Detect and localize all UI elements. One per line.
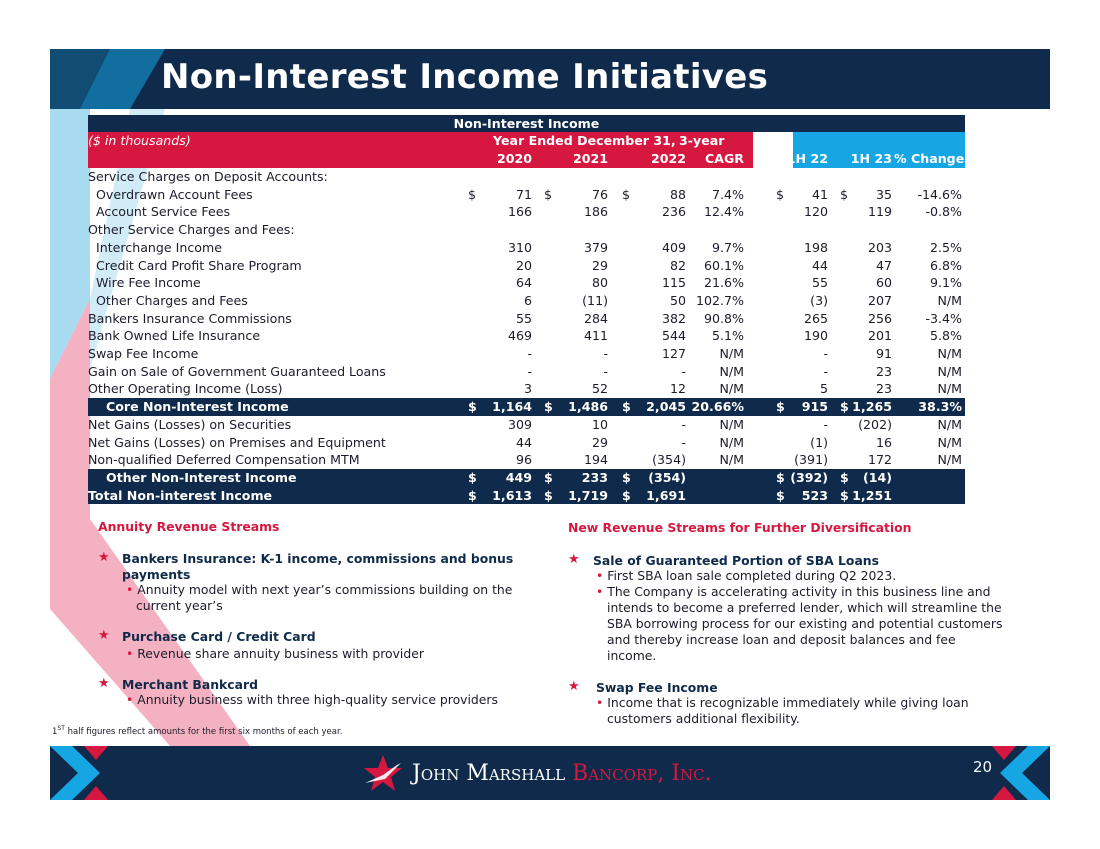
dollar-sign: $ [544,487,553,503]
row-cell: 16 [875,434,892,450]
right-item-sub-cont: income. [607,648,657,663]
table-row [88,380,965,398]
col-header-2020: 2020 [496,151,532,166]
row-cell: 20.66% [691,399,744,415]
row-cell: 127 [661,346,686,361]
row-label: Net Gains (Losses) on Premises and Equipment [88,434,386,450]
dollar-sign: $ [840,399,849,415]
row-label: Bankers Insurance Commissions [88,310,292,326]
row-cell: 23 [875,381,892,397]
table-row [88,168,965,186]
dollar-sign: $ [544,186,553,202]
row-cell: (1) [810,434,828,450]
row-cell: N/M [719,381,744,397]
dollar-sign: $ [468,399,477,415]
right-item-sub: • First SBA loan sale completed during Q2 2023. [596,568,897,583]
footnote: 1ST half figures reflect amounts for the first six months of each year. [52,725,343,737]
row-cell: 71 [515,186,532,202]
row-cell: -14.6% [917,186,962,202]
table-row [88,186,965,204]
row-cell: - [823,416,828,432]
row-cell: 1,719 [568,487,608,503]
row-cell: N/M [719,346,744,361]
left-item-title-cont: payments [122,567,191,582]
row-cell: 2,045 [646,399,686,415]
row-cell: - [823,363,828,379]
row-cell: 119 [867,204,892,220]
row-cell: 96 [515,452,532,468]
row-cell: 5 [819,381,828,397]
right-item-title: Swap Fee Income [596,680,718,695]
cagr-header-1: 3-year [679,133,725,148]
page-number: 20 [973,758,993,776]
row-cell: 102.7% [695,292,744,308]
row-cell: 190 [803,328,828,344]
row-cell: 50 [669,292,686,308]
dollar-sign: $ [840,469,849,485]
star-icon: ★ [568,552,580,567]
row-cell: (391) [794,452,828,468]
col-header-1h23: 1H 23 [850,151,892,166]
dollar-sign: $ [776,487,785,503]
row-cell: 1,486 [568,399,608,415]
row-cell: 449 [505,469,532,485]
row-label: Wire Fee Income [96,275,201,291]
dollar-sign: $ [622,399,631,415]
row-cell: 284 [583,310,608,326]
row-cell: 1,613 [492,487,532,503]
page-title: Non-Interest Income Initiatives [161,57,769,97]
right-item-title: Sale of Guaranteed Portion of SBA Loans [593,553,880,568]
table-row [88,292,965,310]
row-cell: 91 [875,346,892,361]
row-cell: 55 [515,310,532,326]
dollar-sign: $ [840,487,849,503]
row-label: Service Charges on Deposit Accounts: [88,169,328,184]
company-logo-text: John Marshall Bancorp, Inc. [412,761,712,786]
left-item-sub: • Annuity model with next year’s commissions building on the [126,582,513,597]
table-caption: Non-Interest Income [88,115,965,132]
row-cell: - [681,434,686,450]
right-section-heading: New Revenue Streams for Further Diversification [568,520,912,535]
row-cell: 12 [669,381,686,397]
table-row [88,310,965,328]
table-row [88,239,965,257]
row-cell: -0.8% [925,204,962,220]
row-cell: - [681,363,686,379]
row-cell: 6 [523,292,532,308]
row-label: Other Non-Interest Income [106,469,297,485]
slide [50,49,1050,800]
row-cell: 194 [583,452,608,468]
row-cell: 3 [523,381,532,397]
row-cell: 409 [661,239,686,255]
year-group-header: Year Ended December 31, [493,133,676,148]
row-cell: 82 [669,257,686,273]
row-cell: 523 [801,487,828,503]
row-label: Other Operating Income (Loss) [88,381,283,397]
right-item-sub-cont: customers additional flexibility. [607,711,800,726]
row-cell: 20 [515,257,532,273]
row-cell: 115 [661,275,686,291]
row-cell: 55 [811,275,828,291]
star-icon: ★ [568,679,580,694]
row-cell: (11) [582,292,608,308]
right-item-sub: • The Company is accelerating activity in this business line and [596,584,991,599]
row-cell: 309 [507,416,532,432]
row-cell: 201 [867,328,892,344]
dollar-sign: $ [468,186,477,202]
left-item-title: Merchant Bankcard [122,677,258,692]
row-cell: 64 [515,275,532,291]
row-label: Overdrawn Account Fees [96,186,253,202]
row-cell: N/M [719,434,744,450]
row-cell: N/M [719,363,744,379]
table-row [88,274,965,292]
row-cell: N/M [937,346,962,361]
star-icon: ★ [98,628,110,643]
row-label: Net Gains (Losses) on Securities [88,416,292,432]
dollar-sign: $ [840,186,849,202]
dollar-sign: $ [544,469,553,485]
row-cell: 41 [811,186,828,202]
star-icon: ★ [98,676,110,691]
footer-bar [50,746,1050,800]
row-cell: 21.6% [703,275,744,291]
dollar-sign: $ [776,399,785,415]
table-row [88,416,965,434]
row-label: Other Charges and Fees [96,292,248,308]
row-cell: N/M [937,292,962,308]
table-row [88,434,965,452]
right-item-sub: • Income that is recognizable immediately while giving loan [596,695,969,710]
row-cell: 469 [507,328,532,344]
logo-star-icon [363,753,403,793]
row-cell: (14) [862,469,892,485]
row-cell: 186 [583,204,608,220]
row-cell: 166 [507,204,532,220]
row-label: Core Non-Interest Income [106,399,289,415]
row-cell: 9.1% [930,275,962,291]
table-row [88,221,965,239]
col-header-change: % Change [894,151,965,166]
row-label: Interchange Income [96,239,222,255]
row-cell: 1,164 [492,399,532,415]
row-cell: 47 [875,257,892,273]
row-cell: 88 [669,186,686,202]
row-cell: 7.4% [712,186,744,202]
row-cell: 5.8% [930,328,962,344]
row-cell: 44 [515,434,532,450]
dollar-sign: $ [544,399,553,415]
left-item-sub-cont: current year’s [136,598,223,613]
row-cell: 9.7% [712,239,744,255]
left-item-title: Bankers Insurance: K-1 income, commissions and bonus [122,551,514,566]
row-cell: 203 [867,239,892,255]
row-cell: 29 [591,257,608,273]
row-cell: 265 [803,310,828,326]
row-cell: (202) [858,416,892,432]
units-note: ($ in thousands) [88,133,191,148]
dollar-sign: $ [776,469,785,485]
col-header-1h22: 1H 22 [786,151,828,166]
table-row [88,363,965,381]
row-cell: 80 [591,275,608,291]
row-cell: - [681,416,686,432]
row-cell: 76 [591,186,608,202]
left-item-sub: • Annuity business with three high-quality service providers [126,692,498,707]
row-cell: 120 [803,204,828,220]
row-cell: 6.8% [930,257,962,273]
table-row [88,451,965,469]
row-cell: 90.8% [703,310,744,326]
table-row [88,257,965,275]
row-cell: 12.4% [703,204,744,220]
other-total-row [88,469,965,487]
left-item-title: Purchase Card / Credit Card [122,629,316,644]
row-cell: N/M [719,416,744,432]
row-cell: -3.4% [925,310,962,326]
row-label: Gain on Sale of Government Guaranteed Loans [88,363,386,379]
cagr-header-2: CAGR [704,151,744,166]
row-cell: - [603,346,608,361]
core-total-row [88,398,965,416]
row-label: Non-qualified Deferred Compensation MTM [88,452,360,468]
left-item-sub: • Revenue share annuity business with provider [126,646,424,661]
table-row [88,345,965,363]
dollar-sign: $ [468,469,477,485]
dollar-sign: $ [622,487,631,503]
row-cell: N/M [937,434,962,450]
row-cell: N/M [719,452,744,468]
row-cell: 52 [591,381,608,397]
row-label: Bank Owned Life Insurance [88,328,261,344]
row-cell: 35 [875,186,892,202]
row-cell: 236 [661,204,686,220]
row-cell: N/M [937,363,962,379]
row-cell: 544 [661,328,686,344]
row-cell: 1,265 [852,399,892,415]
row-cell: 256 [867,310,892,326]
right-item-sub-cont: intends to become a preferred lender, which will streamline the [607,600,1002,615]
row-cell: 379 [583,239,608,255]
row-label: Account Service Fees [96,204,231,220]
col-header-2022: 2022 [650,151,686,166]
row-cell: 172 [867,452,892,468]
header-bar [50,49,1050,109]
dollar-sign: $ [468,487,477,503]
row-label: Swap Fee Income [88,346,199,361]
row-cell: 1,691 [646,487,686,503]
row-cell: (3) [810,292,828,308]
row-cell: - [823,346,828,361]
row-cell: 60.1% [703,257,744,273]
dollar-sign: $ [622,469,631,485]
row-cell: N/M [937,381,962,397]
dollar-sign: $ [622,186,631,202]
row-cell: 233 [581,469,608,485]
row-cell: 411 [583,328,608,344]
row-cell: 23 [875,363,892,379]
table-row [88,203,965,221]
row-cell: (392) [790,469,828,485]
row-cell: (354) [648,469,686,485]
row-cell: 198 [803,239,828,255]
row-cell: N/M [937,452,962,468]
dollar-sign: $ [776,186,785,202]
row-cell: 38.3% [918,399,962,415]
star-icon: ★ [98,550,110,565]
row-cell: - [603,363,608,379]
row-cell: 60 [875,275,892,291]
grand-total-row [88,487,965,505]
row-label: Credit Card Profit Share Program [96,257,302,273]
left-section-heading: Annuity Revenue Streams [98,519,280,534]
row-cell: - [527,363,532,379]
row-label: Other Service Charges and Fees: [88,222,295,238]
row-cell: 310 [507,239,532,255]
row-cell: N/M [937,416,962,432]
table-row [88,327,965,345]
row-cell: 29 [591,434,608,450]
row-cell: 382 [661,310,686,326]
row-cell: 2.5% [930,239,962,255]
row-cell: (354) [652,452,686,468]
row-cell: 915 [801,399,828,415]
row-label: Total Non-interest Income [88,487,273,503]
row-cell: 5.1% [712,328,744,344]
right-item-sub-cont: and thereby increase loan and deposit balances and fee [607,632,956,647]
row-cell: 207 [867,292,892,308]
row-cell: 44 [811,257,828,273]
col-header-2021: 2021 [572,151,608,166]
row-cell: - [527,346,532,361]
right-item-sub-cont: SBA borrowing process for our existing and potential customers [607,616,1003,631]
row-cell: 10 [591,416,608,432]
row-cell: 1,251 [852,487,892,503]
